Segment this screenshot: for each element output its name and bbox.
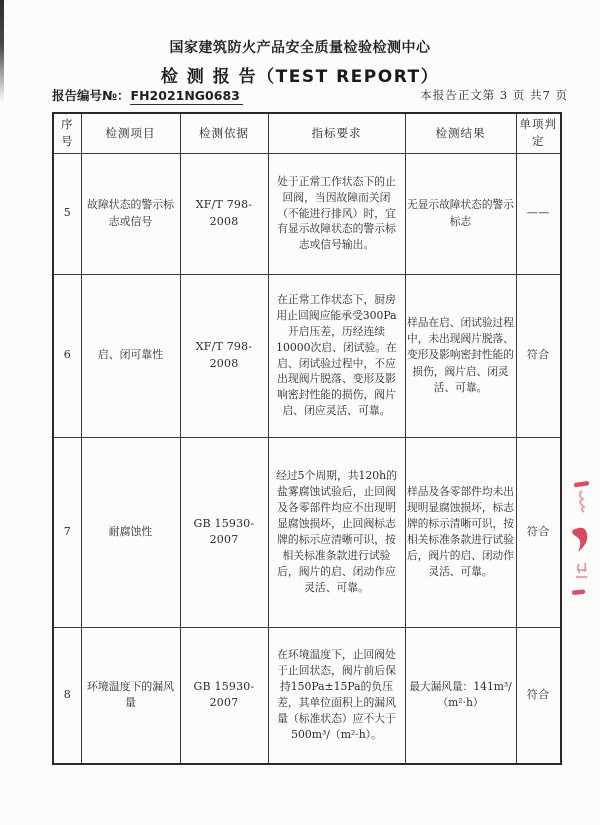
- col-header-judgment: 单项判定: [516, 113, 561, 153]
- cell-basis: XF/T 798-2008: [180, 274, 268, 437]
- report-meta-row: [52, 86, 568, 104]
- red-seal-stamp-fragment-icon: [565, 478, 595, 603]
- cell-requirement: 在正常工作状态下，厨房用止回阀应能承受300Pa开启压差，历经连续10000次启、闭试验。在启、闭试验过程中，不应出现阀片脱落、变形及影响密封性能的损伤，阀片启、闭应灵活、可靠。: [268, 274, 405, 437]
- col-header-serial: 序号: [53, 113, 81, 153]
- cell-requirement: 经过5个周期，共120h的盐雾腐蚀试验后，止回阀及各零部件均应不出现明显腐蚀损坏，止回阀标志牌的标示应清晰可识，按相关标准条款进行试验后，阀片的启、闭动作应灵活、可靠。: [268, 437, 405, 627]
- cell-item: 耐腐蚀性: [81, 437, 180, 627]
- table-row-8: [53, 627, 561, 764]
- col-header-item: 检测项目: [81, 113, 180, 153]
- report-title: 检 测 报 告（TEST REPORT）: [160, 67, 440, 87]
- col-header-result: 检测结果: [405, 113, 516, 153]
- org-title: 国家建筑防火产品安全质量检验检测中心: [169, 40, 431, 56]
- cell-result: 样品及各零部件均未出现明显腐蚀损坏，标志牌的标示清晰可识，按相关标准条款进行试验后，阀片的启、闭动作灵活、可靠。: [405, 437, 516, 627]
- test-results-table: [52, 112, 562, 765]
- col-header-basis: 检测依据: [180, 113, 268, 153]
- table-row-5: [53, 153, 561, 274]
- cell-serial: 6: [53, 274, 81, 437]
- table-row-7: [53, 437, 561, 627]
- table-header-row: [53, 113, 561, 153]
- report-number: [52, 86, 243, 104]
- cell-requirement: 在环境温度下，止回阀处于止回状态，阀片前后保持150Pa±15Pa的负压差，其单位面积上的漏风量（标准状态）应不大于500m³/（m²·h）。: [268, 627, 405, 764]
- cell-basis: GB 15930-2007: [180, 627, 268, 764]
- cell-judgment: 符合: [516, 627, 561, 764]
- table-row-6: [53, 274, 561, 437]
- cell-basis: GB 15930-2007: [180, 437, 268, 627]
- report-number-label: 报告编号№：: [52, 88, 130, 103]
- cell-item: 启、闭可靠性: [81, 274, 180, 437]
- cell-judgment: 符合: [516, 437, 561, 627]
- cell-result: 无显示故障状态的警示标志: [405, 153, 516, 274]
- cell-requirement: 处于正常工作状态下的止回阀，当因故障而关闭（不能进行排风）时，宜有显示故障状态的警示标志或信号输出。: [268, 153, 405, 274]
- cell-result: 样品在启、闭试验过程中，未出现阀片脱落、变形及影响密封性能的损伤，阀片启、闭灵活、可靠。: [405, 274, 516, 437]
- page-info: 本报告正文第 3 页 共7 页: [420, 88, 568, 102]
- cell-item: 环境温度下的漏风量: [81, 627, 180, 764]
- cell-serial: 8: [53, 627, 81, 764]
- cell-basis: XF/T 798-2008: [180, 153, 268, 274]
- cell-judgment: ——: [516, 153, 561, 274]
- col-header-requirement: 指标要求: [268, 113, 405, 153]
- cell-serial: 5: [53, 153, 81, 274]
- cell-judgment: 符合: [516, 274, 561, 437]
- report-number-value: FH2021NG0683: [130, 88, 243, 105]
- cell-result: 最大漏风量：141m³/（m²·h）: [405, 627, 516, 764]
- cell-serial: 7: [53, 437, 81, 627]
- cell-item: 故障状态的警示标志或信号: [81, 153, 180, 274]
